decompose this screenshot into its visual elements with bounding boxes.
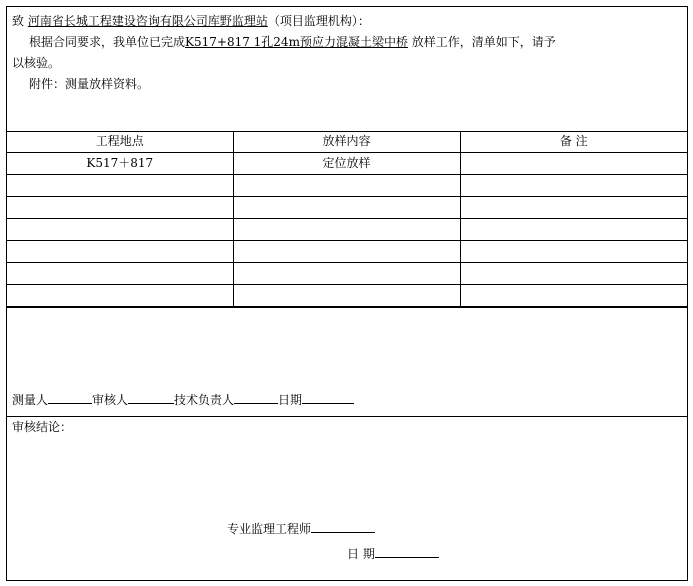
cell-location[interactable] <box>7 219 233 241</box>
body-suffix-1: 放样工作，清单如下，请予 <box>411 35 556 49</box>
table-row <box>7 263 687 285</box>
body-prefix: 根据合同要求，我单位已完成 <box>29 35 186 49</box>
attachment-line: 附件：测量放样资料。 <box>29 77 150 91</box>
cell-content[interactable] <box>233 175 460 197</box>
survey-request-form <box>6 6 688 581</box>
review-section <box>7 415 687 580</box>
cell-content[interactable] <box>233 285 460 307</box>
surveyor-blank[interactable] <box>48 392 92 404</box>
signature-section <box>7 307 687 417</box>
cell-location[interactable] <box>7 197 233 219</box>
cell-location[interactable] <box>7 285 233 307</box>
recipient-prefix: 致 <box>12 14 25 28</box>
cell-content[interactable] <box>233 241 460 263</box>
table-row <box>7 241 687 263</box>
header-location: 工程地点 <box>7 131 233 153</box>
cell-remarks[interactable] <box>460 241 687 263</box>
recipient-name: 河南省长城工程建设咨询有限公司库野监理站 <box>27 14 268 28</box>
cell-content[interactable]: 定位放样 <box>233 153 460 175</box>
engineer-label: 专业监理工程师 <box>227 522 312 536</box>
table-row <box>7 197 687 219</box>
signature-line <box>12 392 354 408</box>
table-row <box>7 285 687 307</box>
engineer-line <box>227 521 375 537</box>
cell-content[interactable] <box>233 263 460 285</box>
reviewer-label: 审核人 <box>92 393 129 407</box>
review-conclusion-label: 审核结论： <box>12 420 73 434</box>
table-row <box>7 219 687 241</box>
cell-content[interactable] <box>233 219 460 241</box>
cell-location[interactable] <box>7 241 233 263</box>
header-remarks: 备 注 <box>460 131 687 153</box>
survey-table <box>7 131 687 307</box>
notice-section <box>7 7 687 132</box>
review-date-blank[interactable] <box>375 546 439 558</box>
surveyor-label: 测量人 <box>12 393 49 407</box>
work-item: K517+817 1孔24m预应力混凝土梁中桥 <box>185 35 408 49</box>
cell-remarks[interactable] <box>460 175 687 197</box>
body-line-1 <box>29 34 556 50</box>
review-date-label: 日 期 <box>347 547 375 561</box>
header-content: 放样内容 <box>233 131 460 153</box>
recipient-line <box>12 13 370 29</box>
date-blank[interactable] <box>302 392 354 404</box>
cell-remarks[interactable] <box>460 285 687 307</box>
recipient-suffix: （项目监理机构）： <box>267 14 370 28</box>
cell-remarks[interactable] <box>460 153 687 175</box>
engineer-blank[interactable] <box>311 521 375 533</box>
table-header-row <box>7 131 687 153</box>
tech-lead-label: 技术负责人 <box>174 393 235 407</box>
cell-location[interactable] <box>7 263 233 285</box>
cell-location[interactable]: K517＋817 <box>7 153 233 175</box>
review-date-line <box>347 546 439 562</box>
body-line-2: 以核验。 <box>12 56 61 70</box>
cell-remarks[interactable] <box>460 197 687 219</box>
tech-lead-blank[interactable] <box>234 392 278 404</box>
table-row <box>7 175 687 197</box>
reviewer-blank[interactable] <box>128 392 174 404</box>
table-row <box>7 153 687 175</box>
cell-remarks[interactable] <box>460 219 687 241</box>
cell-location[interactable] <box>7 175 233 197</box>
date-label: 日期 <box>278 393 303 407</box>
cell-remarks[interactable] <box>460 263 687 285</box>
cell-content[interactable] <box>233 197 460 219</box>
